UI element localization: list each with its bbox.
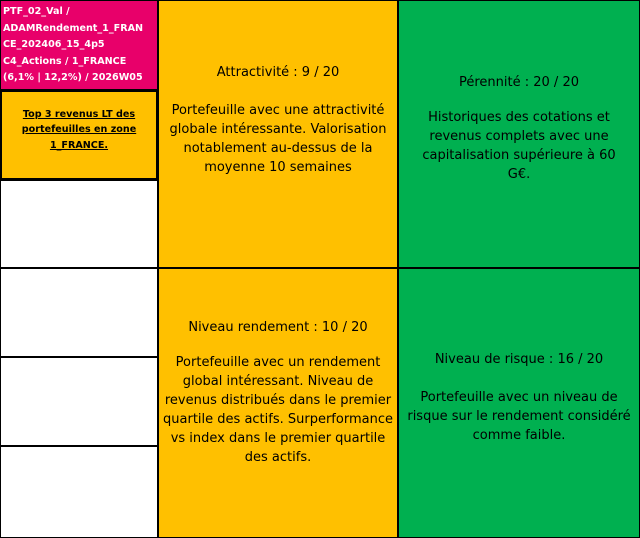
risque-score-title: Niveau de risque : 16 / 20 xyxy=(434,352,604,367)
portfolio-header-line: PTF_02_Val / xyxy=(3,6,70,17)
attractivite-score-cell xyxy=(158,0,398,268)
blank-cell-1 xyxy=(0,180,158,268)
top3-line: portefeuilles en zone xyxy=(21,124,137,136)
blank-cell-2 xyxy=(0,268,158,357)
attractivite-score-title: Attractivité : 9 / 20 xyxy=(216,65,340,80)
risque-score-description: Portefeuille avec un niveau de risque sur le rendement considéré comme faible. xyxy=(407,390,631,443)
top3-line: Top 3 revenus LT des xyxy=(22,108,136,120)
perennite-score-description: Historiques des cotations et revenus complets avec une capitalisation supérieure à 60 G€. xyxy=(422,110,616,182)
top3-revenue-cell xyxy=(0,90,158,180)
portfolio-header-cell xyxy=(0,0,158,90)
portfolio-header-line: CE_202406_15_4p5 xyxy=(3,39,105,50)
top3-line: 1_FRANCE. xyxy=(49,139,109,151)
blank-cell-3 xyxy=(0,357,158,446)
blank-cell-4 xyxy=(0,446,158,538)
portfolio-header-line: ADAMRendement_1_FRAN xyxy=(3,22,144,34)
rendement-score-description: Portefeuille avec un rendement global intéressant. Niveau de revenus distribués dans le premier quartile des actifs. Surperformance vs index dans le premier quartile des actifs. xyxy=(163,355,393,465)
rendement-score-cell xyxy=(158,268,398,538)
perennite-score-title: Pérennité : 20 / 20 xyxy=(459,75,579,90)
rendement-score-title: Niveau rendement : 10 / 20 xyxy=(188,320,368,335)
portfolio-header-line: C4_Actions / 1_FRANCE xyxy=(3,55,127,67)
perennite-score-cell xyxy=(398,0,640,268)
attractivite-score-description: Portefeuille avec une attractivité globale intéressante. Valorisation notablement au-dessus de la moyenne 10 semaines xyxy=(169,103,387,175)
risque-score-cell xyxy=(398,268,640,538)
top3-revenue-label xyxy=(22,107,136,154)
portfolio-header-line: (6,1% | 12,2%) / 2026W05 xyxy=(3,72,143,83)
